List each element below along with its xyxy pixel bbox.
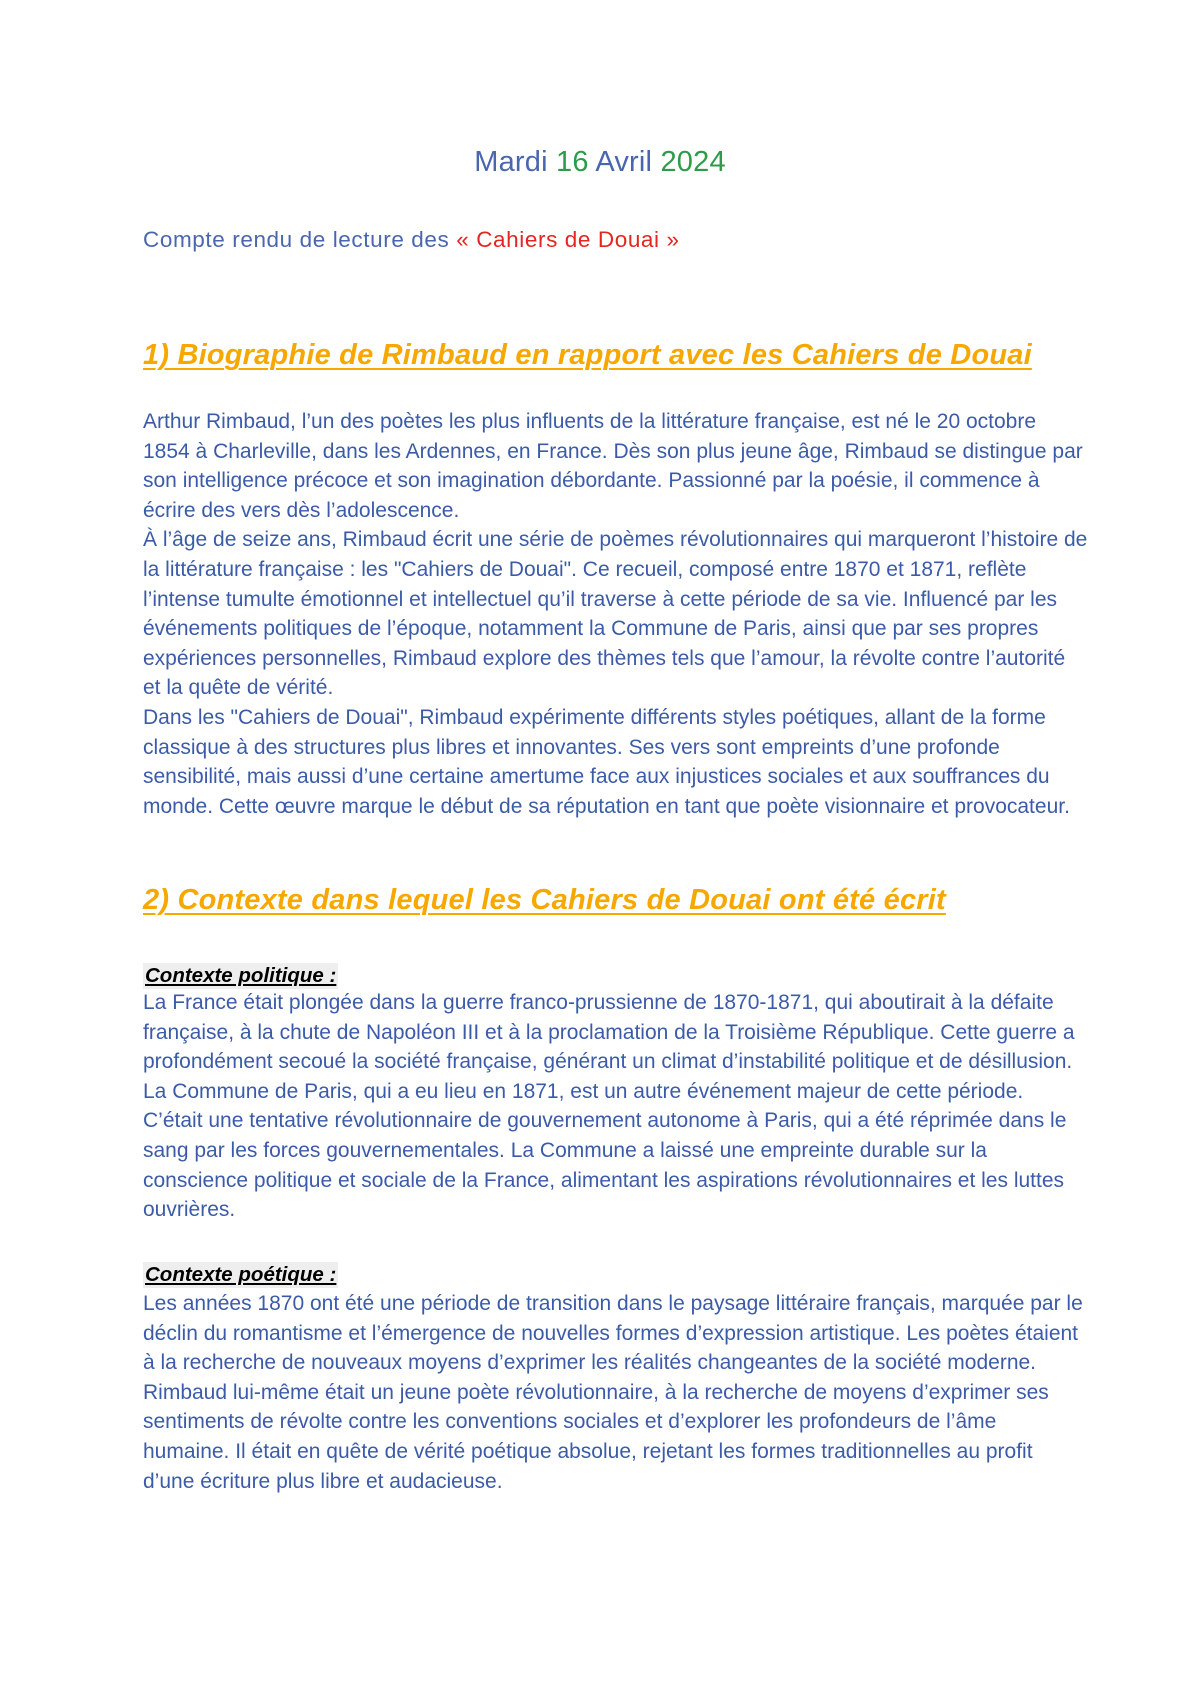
poetic-context-text <box>143 1289 1088 1496</box>
date-year: 2024 <box>660 146 726 178</box>
section-heading-context: 2) Contexte dans lequel les Cahiers de Douai ont été écrit <box>143 884 946 916</box>
paragraph: La France était plongée dans la guerre franco-prussienne de 1870-1871, qui aboutirait à la défaite française, à la chute de Napoléon III et à la proclamation de la Troisième République. Cette guerre a profondément secoué la société française, générant un climat d’instabilité politique et de désillusion. <box>143 991 1075 1074</box>
paragraph: Arthur Rimbaud, l’un des poètes les plus influents de la littérature française, est né le 20 octobre 1854 à Charleville, dans les Ardennes, en France. Dès son plus jeune âge, Rimbaud se distingue par son intelligence précoce et son imagination débordante. Passionné par la poésie, il commence à écrire des vers dès l’adolescence. <box>143 410 1083 522</box>
section-heading-biography: 1) Biographie de Rimbaud en rapport avec les Cahiers de Douai <box>143 339 1032 371</box>
biography-text <box>143 407 1088 821</box>
document-subtitle <box>143 227 680 253</box>
subtitle-prefix: Compte rendu de lecture des <box>143 227 457 252</box>
date-day: 16 <box>556 146 589 178</box>
label-political-context: Contexte politique : <box>145 964 337 987</box>
subtitle-work-title: « Cahiers de Douai » <box>456 227 680 252</box>
political-context-text <box>143 988 1088 1225</box>
document-date <box>0 146 1200 179</box>
date-month: Avril <box>588 146 661 178</box>
label-poetic-context: Contexte poétique : <box>145 1263 337 1286</box>
paragraph: À l’âge de seize ans, Rimbaud écrit une série de poèmes révolutionnaires qui marqueront l’histoire de la littérature française : les "Cahiers de Douai". Ce recueil, composé entre 1870 et 1871, reflète l’intense tumulte émotionnel et intellectuel qu’il traverse à cette période de sa vie. Influencé par les événements politiques de l’époque, notamment la Commune de Paris, ainsi que par ses propres expériences personnelles, Rimbaud explore des thèmes tels que l’amour, la révolte contre l’autorité et la quête de vérité. <box>143 528 1088 700</box>
paragraph: La Commune de Paris, qui a eu lieu en 1871, est un autre événement majeur de cette période. C’était une tentative révolutionnaire de gouvernement autonome à Paris, qui a été réprimée dans le sang par les forces gouvernementales. La Commune a laissé une empreinte durable sur la conscience politique et sociale de la France, alimentant les aspirations révolutionnaires et les luttes ouvrières. <box>143 1079 1067 1222</box>
paragraph: Les années 1870 ont été une période de transition dans le paysage littéraire français, marquée par le déclin du romantisme et l’émergence de nouvelles formes d’expression artistique. Les poètes étaient à la recherche de nouveaux moyens d’exprimer les réalités changeantes de la société moderne. <box>143 1292 1083 1375</box>
paragraph: Rimbaud lui-même était un jeune poète révolutionnaire, à la recherche de moyens d’exprimer ses sentiments de révolte contre les conventions sociales et d’explorer les profondeurs de l’âme humaine. Il était en quête de vérité poétique absolue, rejetant les formes traditionnelles au profit d’une écriture plus libre et audacieuse. <box>143 1380 1049 1493</box>
date-weekday: Mardi <box>474 146 556 178</box>
paragraph: Dans les "Cahiers de Douai", Rimbaud expérimente différents styles poétiques, allant de la forme classique à des structures plus libres et innovantes. Ses vers sont empreints d’une profonde sensibilité, mais aussi d’une certaine amertume face aux injustices sociales et aux souffrances du monde. Cette œuvre marque le début de sa réputation en tant que poète visionnaire et provocateur. <box>143 705 1070 818</box>
